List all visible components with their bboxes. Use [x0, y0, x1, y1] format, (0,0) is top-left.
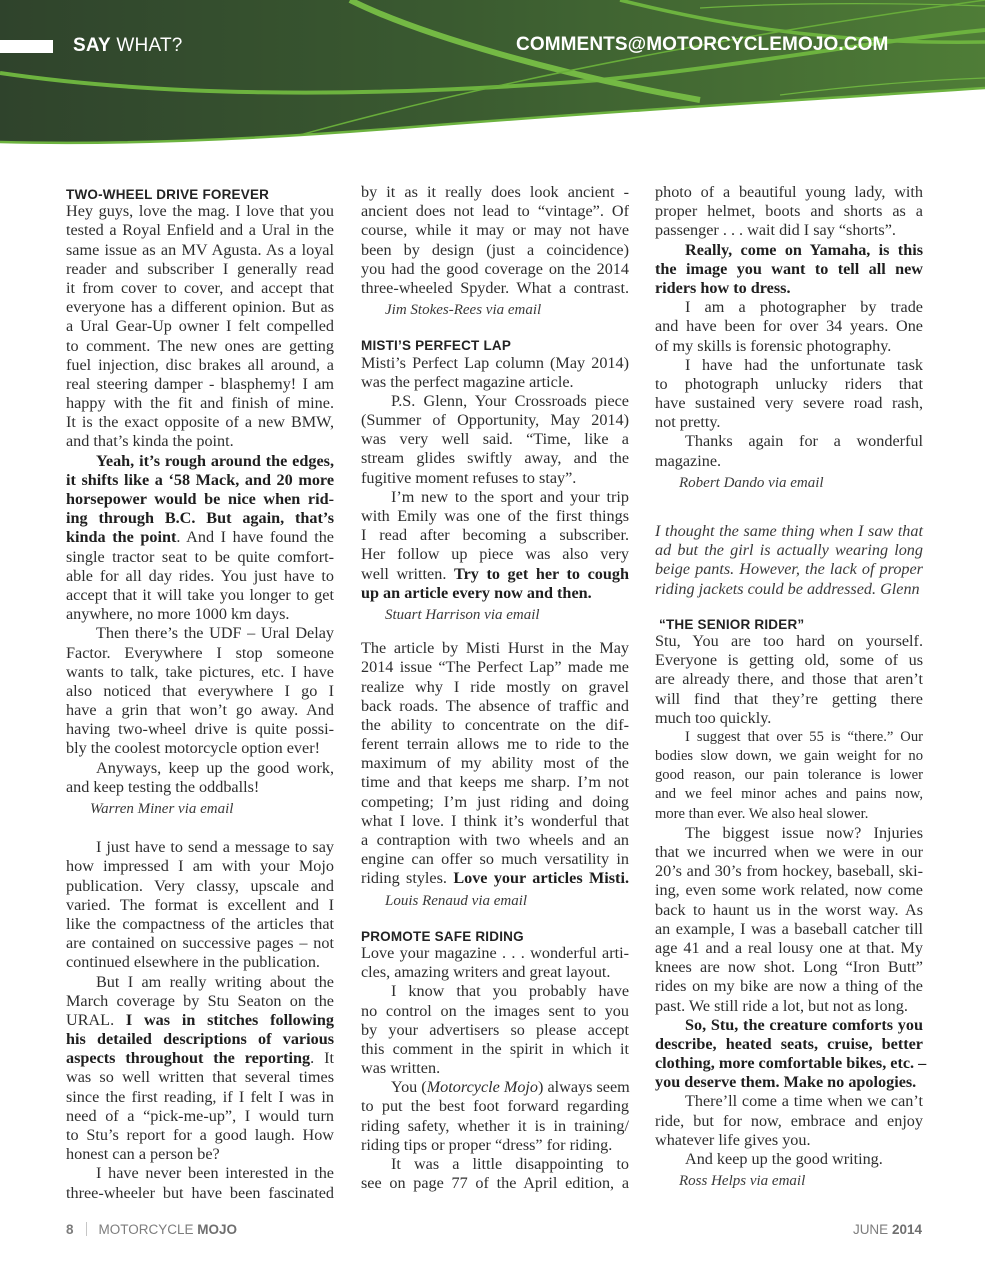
- spacer: [66, 819, 334, 838]
- text-line: varied. The format is excellent and I: [66, 895, 334, 914]
- bold-text: Try to get her to cough: [453, 564, 629, 583]
- editor-note-line: riding jackets could be addressed. Glenn: [655, 579, 920, 598]
- column-1: [66, 183, 334, 1203]
- text-line: I suggest that over 55 is “there.” Our: [685, 728, 923, 745]
- text-line: 20’s and 30’s from hockey, baseball, ski-: [655, 862, 923, 881]
- text-line: photo of a beautiful young lady, with: [655, 183, 923, 201]
- text-line: But I am really writing about the: [96, 972, 334, 991]
- text-fragment: . It: [310, 1049, 335, 1068]
- bold-text: Really, come on Yamaha, is this: [685, 240, 923, 259]
- text-line: 2014 issue “The Perfect Lap” made me: [361, 658, 629, 677]
- text-line: to comment. The new ones are getting: [66, 336, 334, 355]
- text-line: P.S. Glenn, Your Crossroads piece: [391, 391, 629, 410]
- text-line: The article by Misti Hurst in the May: [361, 639, 629, 658]
- text-line: accept that it will take you longer to get: [66, 585, 334, 604]
- text-line-bold: [66, 490, 334, 509]
- text-line: continued elsewhere in the publication.: [66, 953, 320, 972]
- text-line: And keep up the good writing.: [685, 1150, 883, 1168]
- text-line: riding safety, whether it is in training/: [361, 1116, 629, 1135]
- page-footer: [66, 1222, 922, 1237]
- bold-text: Love your articles Misti.: [453, 869, 629, 888]
- text-line: the ability to concentrate on the dif-: [361, 715, 629, 734]
- text-line: Thanks again for a wonderful: [685, 432, 923, 451]
- brand-light: MOTORCYCLE: [98, 1222, 198, 1237]
- text-line: three-wheeler but have been fascinated: [66, 1183, 334, 1202]
- column-3: [655, 183, 927, 1191]
- green-swoosh-graphic: [0, 0, 985, 160]
- text-line: of my skills is forensic photography.: [655, 336, 892, 355]
- text-line: able for all day rides. You just have to: [66, 566, 334, 585]
- issue-month: JUNE: [852, 1222, 892, 1237]
- text-line-bold: [361, 584, 629, 603]
- bold-text: you deserve them. Make no apologies.: [655, 1073, 917, 1092]
- text-line: riding tips or proper “dress” for riding.: [361, 1135, 613, 1154]
- bold-text: the image you want to tell all new: [655, 259, 923, 278]
- text-line: [66, 1049, 334, 1068]
- text-line: anywhere, no more 1000 km days.: [66, 605, 290, 624]
- section-marker-bar: [0, 40, 53, 53]
- text-line: Misti’s Perfect Lap column (May 2014): [361, 353, 629, 372]
- section-title: [73, 35, 183, 57]
- text-line: are contained on successive pages – not: [66, 934, 334, 953]
- text-line-bold: [66, 1030, 334, 1049]
- text-line: to Stu’s report for a good laugh. How: [66, 1126, 334, 1144]
- issue-date: [853, 1222, 922, 1237]
- text-line: competing; I’m just riding and doing: [361, 792, 629, 811]
- text-line: will find that they’re getting there: [655, 689, 923, 708]
- text-line: that we incurred when we were in our: [655, 843, 923, 861]
- text-line: was so well written that several times: [66, 1068, 334, 1087]
- text-line: having two-wheel drive is quite possi-: [66, 720, 334, 739]
- text-line: good reason, our pain tolerance is lower: [655, 767, 923, 784]
- letter-signature: Ross Helps via email: [679, 1173, 806, 1190]
- text-line: ancient does not lead to “vintage”. Of: [361, 202, 629, 221]
- text-line: real steering damper - blasphemy! I am: [66, 374, 334, 393]
- text-line: happy with the fit and finish of mine.: [66, 394, 334, 413]
- text-line: been by design (just a coincidence): [361, 240, 629, 259]
- bold-text: aspects throughout the reporting: [66, 1049, 311, 1068]
- letter-signature: Warren Miner via email: [90, 801, 234, 817]
- text-line-bold: [655, 279, 923, 298]
- text-line: by your advertisers so please accept: [361, 1020, 629, 1039]
- comments-email-link[interactable]: COMMENTS@MOTORCYCLEMOJO.COM: [516, 34, 889, 55]
- text-line: rides on my bike are now a thing of the: [655, 977, 923, 996]
- issue-year: 2014: [891, 1222, 922, 1237]
- bold-text: clothing, more comfortable bikes, etc. –: [655, 1054, 927, 1073]
- text-line-bold: [655, 1035, 923, 1054]
- section-title-bold: SAY: [73, 35, 111, 56]
- editor-note-line: beige pants. However, the lack of proper: [655, 560, 923, 579]
- text-line-bold: [655, 260, 923, 279]
- text-line: publication. Very classy, upscale and: [66, 876, 334, 895]
- text-line: Then there’s the UDF – Ural Delay: [96, 624, 334, 643]
- text-fragment: URAL.: [66, 1010, 126, 1029]
- text-line: to photograph unlucky riders that: [655, 374, 923, 393]
- text-line: a contraption with two wheels and an: [361, 831, 629, 849]
- text-line: with Emily was one of the first things: [361, 507, 629, 525]
- text-line: maximum of my ability most of the: [361, 754, 629, 773]
- text-line: course, while it may or may not have: [361, 221, 629, 240]
- text-line: passenger . . . wait did I say “shorts”.: [655, 221, 896, 240]
- text-line: three-wheeled Spyder. What a contrast.: [361, 278, 629, 297]
- text-line: I know that you probably have: [391, 982, 629, 1001]
- magazine-brand: [99, 1222, 238, 1237]
- text-line: Factor. Everywhere I stop someone: [66, 643, 334, 662]
- bold-text: So, Stu, the creature comforts you: [685, 1015, 923, 1034]
- page-header-banner: [0, 0, 985, 160]
- text-line-bold: [655, 1073, 923, 1092]
- spacer: [361, 625, 629, 639]
- text-line: a Ural Gear-Up owner I felt compelled: [66, 317, 334, 336]
- text-line-bold: [66, 509, 334, 528]
- text-line: was very well said. “Time, like a: [361, 430, 629, 449]
- text-line: knees are now shot. Long “Iron Butt”: [655, 958, 923, 977]
- text-line: past. We still ride a lot, but not as long.: [655, 996, 908, 1015]
- footer-divider: [86, 1222, 87, 1236]
- text-line: ing, even some work related, now come: [655, 881, 923, 900]
- text-line: was written.: [361, 1059, 441, 1078]
- letter-signature: Jim Stokes-Rees via email: [385, 302, 542, 319]
- letter-heading: PROMOTE SAFE RIDING: [361, 928, 524, 944]
- section-title-light: WHAT?: [116, 35, 183, 56]
- bold-text: kinda the point: [66, 528, 177, 547]
- text-line: an example, I was a baseball catcher till: [655, 919, 923, 938]
- text-line: I’m new to the sport and your trip: [391, 487, 629, 506]
- text-line: I have never been interested in the: [96, 1164, 334, 1183]
- text-line: time and that keeps me sharp. I’m not: [361, 773, 629, 792]
- bold-text: it shifts like a ‘58 Mack, and 20 more: [66, 470, 334, 489]
- text-line: (Summer of Opportunity, May 2014): [361, 411, 629, 430]
- text-line: how impressed I am with your Mojo: [66, 857, 334, 876]
- text-line: this comment in the spirit in which it: [361, 1039, 629, 1058]
- text-line-bold: [66, 452, 334, 471]
- text-line: since the first reading, if I felt I was in: [66, 1087, 334, 1106]
- text-line: magazine.: [655, 451, 722, 470]
- bold-text: riders how to dress.: [655, 278, 791, 297]
- text-line: are already there, and those that aren’t: [655, 670, 923, 689]
- text-line: [361, 869, 629, 888]
- text-line-bold: [66, 471, 334, 490]
- text-line: have a grin that won’t go away. And: [66, 701, 334, 720]
- text-fragment: ) always seem: [538, 1078, 630, 1097]
- text-line: realize why I ride mostly on gravel: [361, 677, 629, 696]
- text-line: bly the coolest motorcycle option ever!: [66, 739, 320, 758]
- letter-heading: “THE SENIOR RIDER”: [659, 616, 805, 632]
- bold-text: up an article every now and then.: [361, 583, 592, 602]
- text-line: whatever life gives you.: [655, 1130, 811, 1149]
- text-line: need of a “pick-me-up”, I would turn: [66, 1106, 334, 1125]
- text-line: reader and subscriber I generally read: [66, 259, 334, 278]
- text-line: [361, 565, 629, 584]
- text-line: and have been for over 34 years. One: [655, 317, 923, 336]
- bold-text: Yeah, it’s rough around the edges,: [96, 451, 334, 470]
- text-line: and that’s kinda the point.: [66, 432, 234, 451]
- text-fragment: . And I have found the: [176, 528, 334, 547]
- text-line: [361, 1078, 629, 1097]
- text-line: also noticed that everywhere I go I: [66, 681, 334, 700]
- spacer: [361, 320, 629, 334]
- text-line: engine can offer so much versatility in: [361, 850, 629, 869]
- brand-bold: MOJO: [197, 1222, 238, 1237]
- text-line-bold: [655, 241, 923, 260]
- editor-note-line: I thought the same thing when I saw that: [655, 522, 923, 540]
- text-line: The biggest issue now? Injuries: [685, 823, 923, 842]
- text-line: fugitive moment refuses to stay”.: [361, 468, 577, 487]
- text-line-bold: [655, 1016, 923, 1035]
- letter-heading: MISTI’S PERFECT LAP: [361, 338, 512, 354]
- text-line: March coverage by Stu Seaton on the: [66, 991, 334, 1010]
- text-fragment: well written.: [361, 564, 454, 583]
- text-line: age 41 and a real lousy one at that. My: [655, 938, 923, 957]
- spacer: [655, 493, 923, 522]
- text-line: see on page 77 of the April edition, a: [361, 1174, 629, 1193]
- text-line: to put the best foot forward regarding: [361, 1097, 629, 1116]
- magazine-title: Motorcycle Mojo: [426, 1078, 539, 1097]
- text-line: Her follow up piece was also very: [361, 545, 629, 564]
- text-line: ride, but for now, embrace and enjoy: [655, 1111, 923, 1130]
- text-line: bodies slow down, we gain weight for no: [655, 748, 923, 765]
- text-line: by it as it really does look ancient -: [361, 183, 629, 201]
- letter-heading: TWO-WHEEL DRIVE FOREVER: [66, 187, 270, 202]
- text-line: Anyways, keep up the good work,: [96, 758, 334, 777]
- text-line: ferent terrain allows me to ride to the: [361, 735, 629, 754]
- text-line: I read after becoming a subscriber.: [361, 526, 629, 545]
- letter-signature: Robert Dando via email: [679, 474, 824, 491]
- text-line: Everyone is getting old, some of us: [655, 651, 923, 670]
- bold-text: horsepower would be nice when rid-: [66, 490, 334, 508]
- text-line: honest can a person be?: [66, 1145, 220, 1164]
- text-line: not pretty.: [655, 413, 721, 432]
- text-line: what I love. I think it’s wonderful that: [361, 811, 629, 830]
- text-line: more than ever. We also heal slower.: [655, 805, 869, 822]
- text-line: Love your magazine . . . wonderful arti-: [361, 943, 629, 962]
- bold-text: I was in stitches following: [125, 1010, 334, 1029]
- letter-signature: Louis Renaud via email: [385, 892, 528, 909]
- text-fragment: You (: [391, 1078, 427, 1097]
- text-line: stream glides swiftly away, and the: [361, 449, 629, 468]
- editor-note-line: ad but the girl is actually wearing long: [655, 541, 923, 560]
- text-line: I am a photographer by trade: [685, 298, 923, 317]
- text-line: everyone has a different opinion. But as: [66, 298, 334, 317]
- text-line: Hey guys, love the mag. I love that you: [66, 202, 334, 221]
- spacer: [655, 599, 923, 613]
- spacer: [361, 911, 629, 925]
- text-line-bold: [655, 1054, 927, 1073]
- text-line: have sustained very severe road rash,: [655, 394, 923, 413]
- column-2: [361, 183, 629, 1193]
- text-line: I have had the unfortunate task: [685, 355, 923, 374]
- text-fragment: riding styles.: [361, 869, 454, 888]
- text-line: and keep testing the oddballs!: [66, 777, 260, 796]
- text-line: I just have to send a message to say: [96, 838, 334, 857]
- text-line: like the compactness of the articles that: [66, 914, 334, 933]
- text-line: single tractor seat to be quite comfort-: [66, 547, 334, 566]
- text-line: same issue as an MV Agusta. As a loyal: [66, 240, 334, 259]
- bold-text: describe, heated seats, cruise, better: [655, 1034, 923, 1053]
- text-line: [66, 528, 334, 547]
- text-line: tested a Royal Enfield and a Ural in the: [66, 221, 334, 240]
- text-line: it from cover to cover, and accept that: [66, 278, 334, 297]
- text-line: back roads. The absence of traffic and: [361, 696, 629, 715]
- text-line: It is the exact opposite of a new BMW,: [66, 413, 334, 432]
- bold-text: ing through B.C. But again, that’s: [66, 509, 334, 528]
- text-line: no control on the images sent to you: [361, 1001, 629, 1020]
- text-line: back to haunt us in the worst way. As: [655, 900, 923, 919]
- text-line: Stu, You are too hard on yourself.: [655, 631, 923, 650]
- text-line: you had the good coverage on the 2014: [361, 259, 629, 278]
- text-line: It was a little disappointing to: [391, 1155, 629, 1173]
- page-number: 8: [66, 1222, 74, 1237]
- text-line: was the perfect magazine article.: [361, 372, 574, 391]
- text-line: cles, amazing writers and great layout.: [361, 963, 611, 982]
- text-line: fuel injection, disc brakes all around, a: [66, 355, 334, 374]
- text-line: wants to talk, take pictures, etc. I have: [66, 662, 334, 681]
- text-line: proper helmet, boots and shorts as a: [655, 202, 923, 221]
- text-line: and we feel minor aches and pains now,: [655, 786, 923, 803]
- text-line: There’ll come a time when we can’t: [685, 1092, 923, 1111]
- bold-text: his detailed descriptions of various: [66, 1030, 334, 1049]
- letter-signature: Stuart Harrison via email: [385, 606, 540, 623]
- text-line: [66, 1011, 334, 1030]
- text-line: much too quickly.: [655, 708, 772, 727]
